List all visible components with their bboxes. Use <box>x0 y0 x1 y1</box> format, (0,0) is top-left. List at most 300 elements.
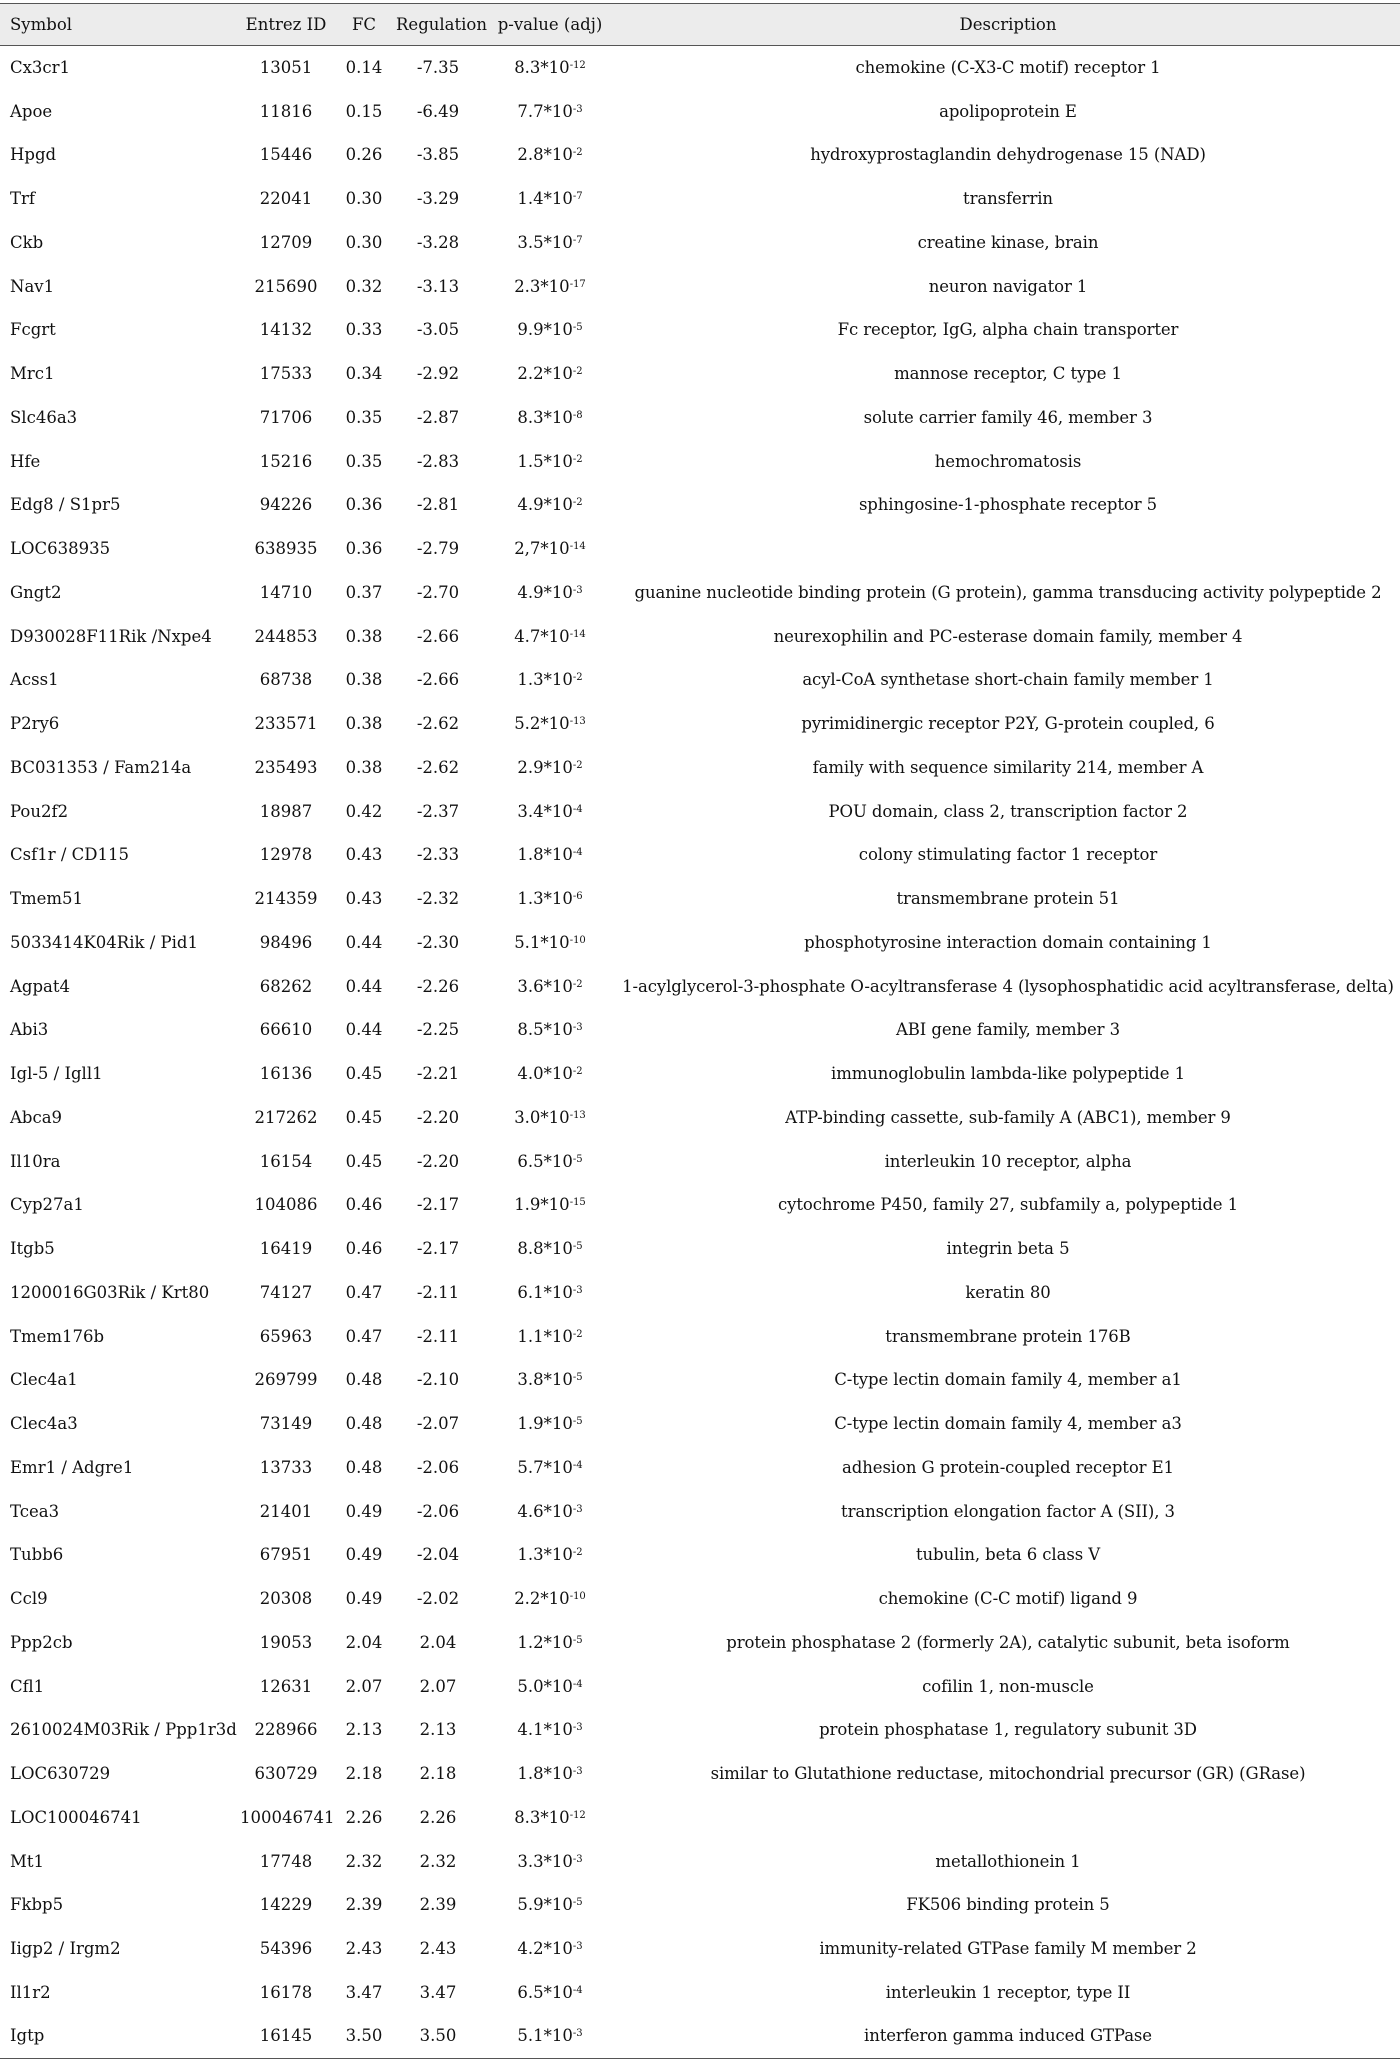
cell-description: mannose receptor, C type 1 <box>894 364 1122 384</box>
p-value-exponent: -2 <box>572 978 583 990</box>
p-value-exponent: -10 <box>569 934 586 946</box>
cell-regulation: 3.47 <box>419 1982 457 2002</box>
cell-symbol: LOC630729 <box>10 1764 111 1784</box>
cell-regulation: -2.32 <box>416 889 460 909</box>
p-value-mantissa: 2.9*10 <box>517 757 573 777</box>
cell-description: cofilin 1, non-muscle <box>922 1676 1094 1696</box>
p-value-mantissa: 3.4*10 <box>517 801 573 821</box>
cell-description: ABI gene family, member 3 <box>895 1020 1121 1040</box>
cell-fc: 0.37 <box>345 582 383 602</box>
p-value-mantissa: 1.5*10 <box>517 451 573 471</box>
cell-p-value <box>484 789 616 833</box>
cell-entrez-id: 65963 <box>259 1326 313 1346</box>
cell-entrez-id: 17533 <box>259 364 313 384</box>
cell-p-value <box>484 1052 616 1096</box>
p-value-exponent: -2 <box>572 1328 583 1340</box>
cell-entrez-id: 215690 <box>254 276 318 296</box>
table-row <box>0 89 1400 133</box>
cell-description: interferon gamma induced GTPase <box>864 2026 1152 2046</box>
table-row <box>0 877 1400 921</box>
cell-fc: 0.15 <box>345 101 383 121</box>
table-body <box>0 46 1400 2059</box>
header-entrez-id: Entrez ID <box>245 15 327 34</box>
cell-regulation: -2.02 <box>416 1589 460 1609</box>
cell-entrez-id: 68262 <box>259 976 313 996</box>
cell-fc: 0.43 <box>345 889 383 909</box>
cell-regulation: 2.04 <box>419 1632 457 1652</box>
table-row <box>0 352 1400 396</box>
cell-symbol: Il10ra <box>10 1151 61 1171</box>
table-row <box>0 1708 1400 1752</box>
cell-entrez-id: 20308 <box>259 1589 313 1609</box>
table-row <box>0 1883 1400 1927</box>
cell-symbol: Iigp2 / Irgm2 <box>10 1939 121 1959</box>
p-value-mantissa: 5.7*10 <box>517 1457 573 1477</box>
cell-description: C-type lectin domain family 4, member a1 <box>834 1370 1182 1390</box>
cell-description: interleukin 1 receptor, type II <box>885 1982 1131 2002</box>
cell-p-value <box>484 1927 616 1971</box>
p-value-exponent: -2 <box>572 759 583 771</box>
cell-symbol: Hfe <box>10 451 41 471</box>
cell-p-value <box>484 1008 616 1052</box>
cell-fc: 0.46 <box>345 1195 383 1215</box>
cell-entrez-id: 18987 <box>259 801 313 821</box>
cell-regulation: -3.85 <box>416 145 460 165</box>
cell-p-value <box>484 1358 616 1402</box>
p-value-exponent: -3 <box>572 103 583 115</box>
p-value-exponent: -5 <box>572 1241 583 1253</box>
p-value-exponent: -5 <box>572 1153 583 1165</box>
table-row <box>0 1139 1400 1183</box>
cell-description: colony stimulating factor 1 receptor <box>858 845 1158 865</box>
cell-regulation: -2.11 <box>416 1282 460 1302</box>
p-value-mantissa: 4.2*10 <box>517 1939 573 1959</box>
cell-regulation: -2.79 <box>416 539 460 559</box>
p-value-mantissa: 6.5*10 <box>517 1151 573 1171</box>
cell-regulation: 2.43 <box>419 1939 457 1959</box>
cell-entrez-id: 68738 <box>259 670 313 690</box>
p-value-exponent: -4 <box>572 1984 583 1996</box>
p-value-mantissa: 5.9*10 <box>517 1895 573 1915</box>
p-value-mantissa: 4.0*10 <box>517 1064 573 1084</box>
header-description: Description <box>959 15 1057 34</box>
cell-description: guanine nucleotide binding protein (G protein), gamma transducing activity polypeptide 2 <box>634 582 1382 602</box>
p-value-exponent: -2 <box>572 453 583 465</box>
p-value-mantissa: 9.9*10 <box>517 320 573 340</box>
cell-description: FK506 binding protein 5 <box>906 1895 1110 1915</box>
p-value-exponent: -12 <box>569 1809 586 1821</box>
p-value-exponent: -4 <box>572 1459 583 1471</box>
cell-p-value <box>484 1183 616 1227</box>
cell-entrez-id: 94226 <box>259 495 313 515</box>
cell-description: transferrin <box>963 189 1053 209</box>
cell-description: apolipoprotein E <box>939 101 1077 121</box>
p-value-mantissa: 1.8*10 <box>517 845 573 865</box>
cell-description: immunity-related GTPase family M member 2 <box>819 1939 1197 1959</box>
p-value-mantissa: 1.9*10 <box>517 1414 573 1434</box>
p-value-mantissa: 8.8*10 <box>517 1239 573 1259</box>
cell-description: C-type lectin domain family 4, member a3 <box>834 1414 1182 1434</box>
cell-description: similar to Glutathione reductase, mitochondrial precursor (GR) (GRase) <box>710 1764 1306 1784</box>
cell-regulation: -2.10 <box>416 1370 460 1390</box>
cell-entrez-id: 12978 <box>259 845 313 865</box>
cell-entrez-id: 104086 <box>254 1195 318 1215</box>
cell-regulation: 2.26 <box>419 1807 457 1827</box>
cell-description <box>616 1796 1400 1840</box>
cell-fc: 0.48 <box>345 1370 383 1390</box>
cell-regulation: -2.06 <box>416 1457 460 1477</box>
cell-p-value <box>484 1096 616 1140</box>
cell-entrez-id: 638935 <box>254 539 318 559</box>
table-row <box>0 264 1400 308</box>
cell-description <box>616 527 1400 571</box>
p-value-mantissa: 3.0*10 <box>514 1107 570 1127</box>
table-row <box>0 1489 1400 1533</box>
cell-description: acyl-CoA synthetase short-chain family member 1 <box>802 670 1214 690</box>
cell-symbol: Abca9 <box>10 1107 63 1127</box>
cell-fc: 0.49 <box>345 1545 383 1565</box>
p-value-exponent: -5 <box>572 322 583 334</box>
p-value-mantissa: 1.4*10 <box>517 189 573 209</box>
table-row <box>0 1971 1400 2015</box>
p-value-exponent: -3 <box>572 1941 583 1953</box>
cell-symbol: LOC100046741 <box>10 1807 142 1827</box>
cell-description: POU domain, class 2, transcription factor 2 <box>828 801 1188 821</box>
cell-symbol: 2610024M03Rik / Ppp1r3d <box>10 1720 237 1740</box>
cell-entrez-id: 16145 <box>259 2026 313 2046</box>
p-value-exponent: -2 <box>572 366 583 378</box>
cell-entrez-id: 12709 <box>259 232 313 252</box>
table-row <box>0 1796 1400 1840</box>
p-value-mantissa: 2,7*10 <box>514 539 570 559</box>
p-value-mantissa: 4.7*10 <box>514 626 570 646</box>
cell-fc: 0.49 <box>345 1589 383 1609</box>
cell-symbol: Ccl9 <box>10 1589 48 1609</box>
cell-fc: 0.38 <box>345 757 383 777</box>
cell-fc: 0.38 <box>345 714 383 734</box>
cell-fc: 0.35 <box>345 407 383 427</box>
cell-regulation: -2.66 <box>416 670 460 690</box>
cell-entrez-id: 21401 <box>259 1501 313 1521</box>
cell-entrez-id: 14132 <box>259 320 313 340</box>
cell-fc: 0.32 <box>345 276 383 296</box>
cell-regulation: -2.37 <box>416 801 460 821</box>
cell-fc: 2.43 <box>345 1939 383 1959</box>
p-value-mantissa: 5.0*10 <box>517 1676 573 1696</box>
cell-regulation: -3.28 <box>416 232 460 252</box>
p-value-mantissa: 8.3*10 <box>514 58 570 78</box>
cell-symbol: Tubb6 <box>10 1545 64 1565</box>
cell-p-value <box>484 1489 616 1533</box>
cell-entrez-id: 71706 <box>259 407 313 427</box>
cell-description: hydroxyprostaglandin dehydrogenase 15 (NAD) <box>810 145 1206 165</box>
header-fc: FC <box>351 15 377 34</box>
cell-p-value <box>484 1708 616 1752</box>
p-value-exponent: -2 <box>572 672 583 684</box>
cell-symbol: Edg8 / S1pr5 <box>10 495 121 515</box>
cell-p-value <box>484 1883 616 1927</box>
cell-fc: 0.36 <box>345 539 383 559</box>
cell-fc: 0.48 <box>345 1414 383 1434</box>
cell-regulation: -7.35 <box>416 58 460 78</box>
table-row <box>0 1227 1400 1271</box>
cell-fc: 0.49 <box>345 1501 383 1521</box>
p-value-exponent: -3 <box>572 1853 583 1865</box>
cell-fc: 0.38 <box>345 626 383 646</box>
cell-p-value <box>484 483 616 527</box>
p-value-exponent: -2 <box>572 497 583 509</box>
table-row <box>0 308 1400 352</box>
cell-description: transmembrane protein 176B <box>885 1326 1131 1346</box>
cell-symbol: 5033414K04Rik / Pid1 <box>10 932 198 952</box>
cell-fc: 0.33 <box>345 320 383 340</box>
p-value-mantissa: 2.2*10 <box>514 1589 570 1609</box>
table-row <box>0 1533 1400 1577</box>
cell-fc: 0.30 <box>345 189 383 209</box>
p-value-mantissa: 5.1*10 <box>514 932 570 952</box>
cell-regulation: -6.49 <box>416 101 460 121</box>
p-value-mantissa: 3.8*10 <box>517 1370 573 1390</box>
p-value-exponent: -3 <box>572 584 583 596</box>
p-value-mantissa: 7.7*10 <box>517 101 573 121</box>
cell-p-value <box>484 614 616 658</box>
p-value-mantissa: 3.6*10 <box>517 976 573 996</box>
table-row <box>0 1664 1400 1708</box>
cell-p-value <box>484 133 616 177</box>
cell-regulation: -2.20 <box>416 1107 460 1127</box>
cell-p-value <box>484 658 616 702</box>
p-value-exponent: -3 <box>572 2028 583 2040</box>
cell-p-value <box>484 1446 616 1490</box>
table-row <box>0 133 1400 177</box>
cell-regulation: -2.62 <box>416 757 460 777</box>
p-value-mantissa: 5.1*10 <box>517 2026 573 2046</box>
cell-description: creatine kinase, brain <box>917 232 1099 252</box>
table-row <box>0 396 1400 440</box>
cell-entrez-id: 233571 <box>254 714 318 734</box>
p-value-exponent: -13 <box>569 716 586 728</box>
p-value-exponent: -2 <box>572 147 583 159</box>
cell-symbol: Cx3cr1 <box>10 58 71 78</box>
cell-symbol: Mt1 <box>10 1851 45 1871</box>
cell-p-value <box>484 439 616 483</box>
cell-fc: 2.13 <box>345 1720 383 1740</box>
p-value-exponent: -7 <box>572 234 583 246</box>
cell-p-value <box>484 746 616 790</box>
cell-regulation: -2.26 <box>416 976 460 996</box>
gene-table <box>0 3 1400 2059</box>
table-row <box>0 1314 1400 1358</box>
cell-symbol: 1200016G03Rik / Krt80 <box>10 1282 210 1302</box>
table-row <box>0 1052 1400 1096</box>
cell-regulation: -2.25 <box>416 1020 460 1040</box>
p-value-exponent: -7 <box>572 191 583 203</box>
table-row <box>0 483 1400 527</box>
p-value-mantissa: 3.3*10 <box>517 1851 573 1871</box>
cell-fc: 0.45 <box>345 1107 383 1127</box>
cell-entrez-id: 228966 <box>254 1720 318 1740</box>
cell-description: family with sequence similarity 214, member A <box>812 757 1204 777</box>
cell-p-value <box>484 877 616 921</box>
p-value-mantissa: 1.3*10 <box>517 889 573 909</box>
p-value-exponent: -14 <box>569 541 586 553</box>
p-value-mantissa: 6.5*10 <box>517 1982 573 2002</box>
cell-entrez-id: 244853 <box>254 626 318 646</box>
cell-p-value <box>484 1664 616 1708</box>
cell-regulation: -2.07 <box>416 1414 460 1434</box>
table-row <box>0 746 1400 790</box>
cell-regulation: -3.13 <box>416 276 460 296</box>
p-value-exponent: -5 <box>572 1634 583 1646</box>
p-value-exponent: -10 <box>569 1591 586 1603</box>
cell-fc: 0.30 <box>345 232 383 252</box>
cell-fc: 0.44 <box>345 932 383 952</box>
cell-symbol: Hpgd <box>10 145 57 165</box>
cell-entrez-id: 13051 <box>259 58 313 78</box>
cell-regulation: -2.17 <box>416 1195 460 1215</box>
header-row <box>0 4 1400 46</box>
cell-symbol: D930028F11Rik /Nxpe4 <box>10 626 212 646</box>
p-value-mantissa: 1.8*10 <box>517 1764 573 1784</box>
cell-entrez-id: 16136 <box>259 1064 313 1084</box>
p-value-mantissa: 8.3*10 <box>514 1807 570 1827</box>
cell-entrez-id: 217262 <box>254 1107 318 1127</box>
cell-p-value <box>484 702 616 746</box>
cell-fc: 0.46 <box>345 1239 383 1259</box>
cell-description: metallothionein 1 <box>935 1851 1081 1871</box>
cell-p-value <box>484 2014 616 2058</box>
table-row <box>0 46 1400 90</box>
table-row <box>0 1621 1400 1665</box>
cell-symbol: Ckb <box>10 232 44 252</box>
cell-entrez-id: 67951 <box>259 1545 313 1565</box>
p-value-exponent: -5 <box>572 1897 583 1909</box>
cell-regulation: 2.13 <box>419 1720 457 1740</box>
p-value-exponent: -3 <box>572 1284 583 1296</box>
cell-description: cytochrome P450, family 27, subfamily a, polypeptide 1 <box>777 1195 1238 1215</box>
table-row <box>0 1096 1400 1140</box>
cell-description: protein phosphatase 2 (formerly 2A), catalytic subunit, beta isoform <box>726 1632 1290 1652</box>
cell-regulation: -2.70 <box>416 582 460 602</box>
cell-p-value <box>484 833 616 877</box>
cell-p-value <box>484 352 616 396</box>
p-value-mantissa: 3.5*10 <box>517 232 573 252</box>
cell-fc: 0.47 <box>345 1326 383 1346</box>
cell-regulation: -2.92 <box>416 364 460 384</box>
cell-p-value <box>484 1402 616 1446</box>
p-value-mantissa: 4.1*10 <box>517 1720 573 1740</box>
cell-description: tubulin, beta 6 class V <box>915 1545 1101 1565</box>
table-row <box>0 1446 1400 1490</box>
cell-fc: 0.47 <box>345 1282 383 1302</box>
p-value-exponent: -14 <box>569 628 586 640</box>
header-p-value: p-value (adj) <box>497 15 603 34</box>
cell-entrez-id: 17748 <box>259 1851 313 1871</box>
p-value-mantissa: 5.2*10 <box>514 714 570 734</box>
cell-p-value <box>484 396 616 440</box>
cell-p-value <box>484 527 616 571</box>
cell-symbol: Clec4a3 <box>10 1414 78 1434</box>
cell-symbol: P2ry6 <box>10 714 60 734</box>
p-value-exponent: -6 <box>572 891 583 903</box>
cell-p-value <box>484 1752 616 1796</box>
p-value-mantissa: 1.1*10 <box>517 1326 573 1346</box>
cell-entrez-id: 12631 <box>259 1676 313 1696</box>
p-value-exponent: -3 <box>572 1722 583 1734</box>
cell-description: interleukin 10 receptor, alpha <box>884 1151 1132 1171</box>
cell-fc: 0.45 <box>345 1151 383 1171</box>
p-value-exponent: -2 <box>572 1066 583 1078</box>
cell-regulation: -2.66 <box>416 626 460 646</box>
cell-entrez-id: 15446 <box>259 145 313 165</box>
cell-fc: 0.38 <box>345 670 383 690</box>
cell-symbol: Igl-5 / Igll1 <box>10 1064 103 1084</box>
cell-symbol: Igtp <box>10 2026 45 2046</box>
cell-entrez-id: 19053 <box>259 1632 313 1652</box>
p-value-exponent: -3 <box>572 1022 583 1034</box>
cell-regulation: -2.81 <box>416 495 460 515</box>
p-value-exponent: -4 <box>572 803 583 815</box>
cell-symbol: Trf <box>10 189 35 209</box>
header-regulation: Regulation <box>396 15 487 34</box>
cell-p-value <box>484 264 616 308</box>
table-row <box>0 921 1400 965</box>
p-value-mantissa: 4.9*10 <box>517 582 573 602</box>
p-value-mantissa: 4.9*10 <box>517 495 573 515</box>
cell-symbol: Cyp27a1 <box>10 1195 84 1215</box>
cell-p-value <box>484 1971 616 2015</box>
p-value-exponent: -8 <box>572 409 583 421</box>
p-value-exponent: -13 <box>569 1109 586 1121</box>
cell-fc: 2.32 <box>345 1851 383 1871</box>
cell-fc: 2.39 <box>345 1895 383 1915</box>
cell-symbol: Ppp2cb <box>10 1632 73 1652</box>
table-row <box>0 1358 1400 1402</box>
cell-regulation: -2.06 <box>416 1501 460 1521</box>
cell-p-value <box>484 964 616 1008</box>
cell-entrez-id: 66610 <box>259 1020 313 1040</box>
cell-p-value <box>484 1533 616 1577</box>
cell-fc: 2.26 <box>345 1807 383 1827</box>
cell-symbol: Acss1 <box>10 670 59 690</box>
cell-fc: 0.36 <box>345 495 383 515</box>
cell-symbol: LOC638935 <box>10 539 111 559</box>
table-row <box>0 833 1400 877</box>
cell-p-value <box>484 89 616 133</box>
cell-entrez-id: 16178 <box>259 1982 313 2002</box>
table-row <box>0 527 1400 571</box>
cell-regulation: 2.39 <box>419 1895 457 1915</box>
cell-symbol: Emr1 / Adgre1 <box>10 1457 134 1477</box>
cell-entrez-id: 235493 <box>254 757 318 777</box>
p-value-mantissa: 2.3*10 <box>514 276 570 296</box>
p-value-exponent: -5 <box>572 1372 583 1384</box>
cell-fc: 0.34 <box>345 364 383 384</box>
cell-entrez-id: 630729 <box>254 1764 318 1784</box>
cell-symbol: Pou2f2 <box>10 801 69 821</box>
p-value-exponent: -3 <box>572 1766 583 1778</box>
cell-fc: 2.18 <box>345 1764 383 1784</box>
cell-entrez-id: 22041 <box>259 189 313 209</box>
table-row <box>0 439 1400 483</box>
cell-symbol: Fcgrt <box>10 320 56 340</box>
table-row <box>0 1577 1400 1621</box>
cell-p-value <box>484 1227 616 1271</box>
table-row <box>0 1402 1400 1446</box>
cell-p-value <box>484 46 616 90</box>
cell-fc: 3.50 <box>345 2026 383 2046</box>
cell-fc: 0.14 <box>345 58 383 78</box>
